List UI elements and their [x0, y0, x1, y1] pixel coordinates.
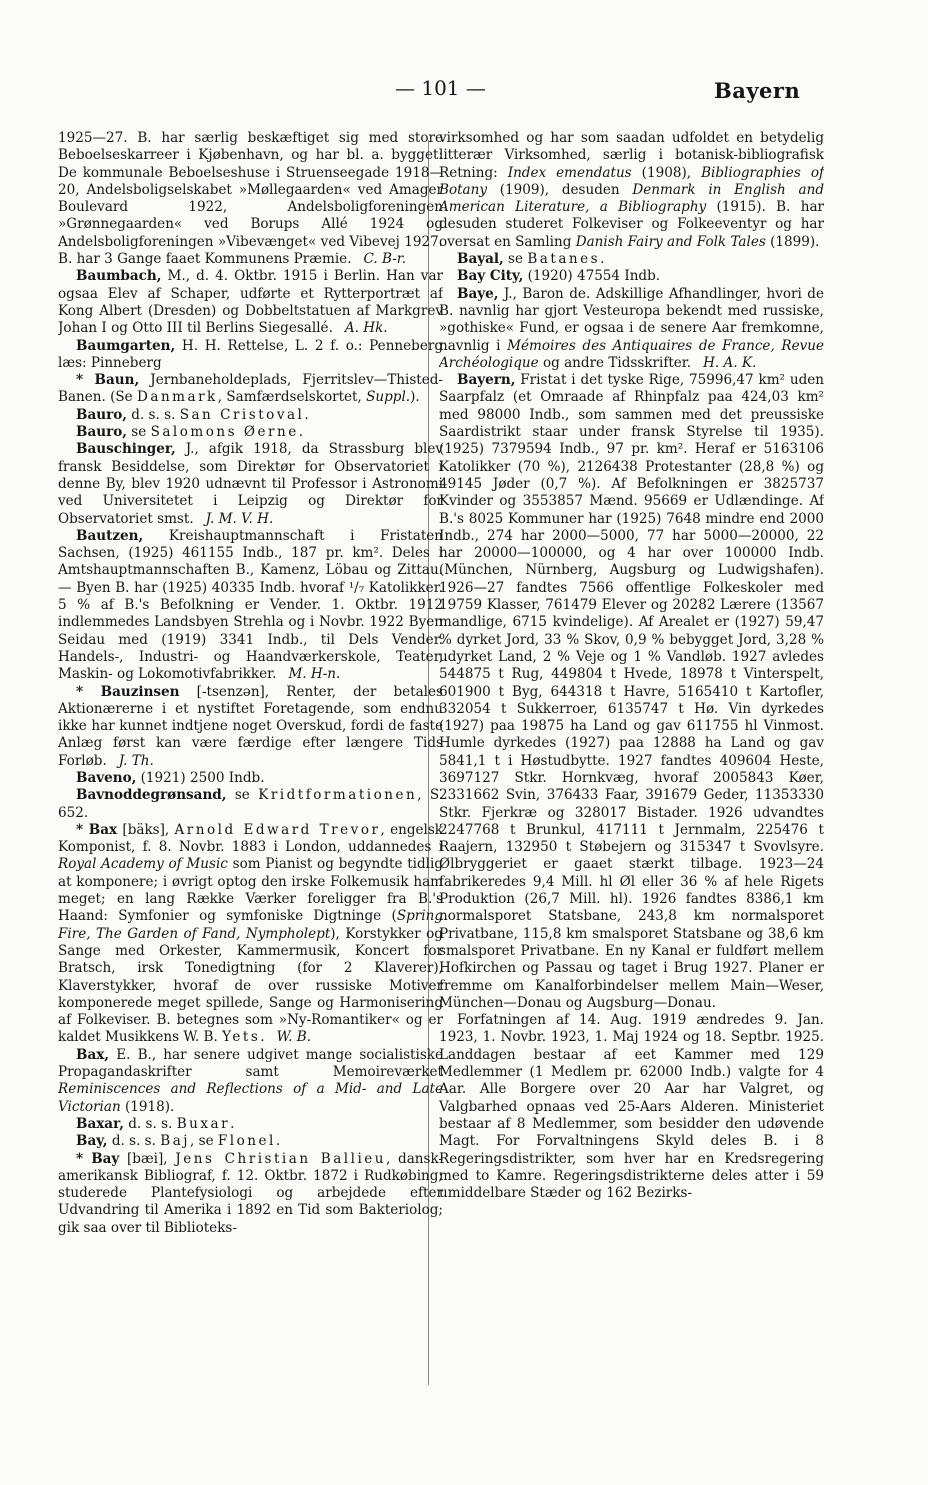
entry-baumgarten: Baumgarten, H. H. Rettelse, L. 2 f. o.: Penneberg læs: Pinneberg: [58, 337, 443, 371]
cross-reference: Danmark: [137, 389, 218, 406]
author-signature: A. Hk.: [344, 320, 388, 337]
page-header: [0, 76, 928, 110]
headword: Baye,: [457, 285, 499, 302]
headword: Bayern,: [457, 372, 516, 389]
cross-reference: Kridtformationen: [258, 787, 418, 804]
cross-reference: Salomons Øerne: [150, 424, 299, 441]
author-signature: J. M. V. H.: [205, 510, 274, 527]
author-signature: H. A. K.: [703, 354, 757, 371]
headword: Bay City,: [457, 268, 524, 285]
headword: Bay,: [76, 1133, 108, 1150]
entry-bavnoddegronsand: Bavnoddegrønsand, se Kridtformationen, S. 652.: [58, 787, 443, 821]
headword: Bauschinger,: [76, 441, 176, 458]
entry-bayern-forfatning: Forfatningen af 14. Aug. 1919 ændredes 9. Jan. 1923, 1. Novbr. 1923, 1. Maj 1924 og 18. Septbr. 1925. Landdagen bestaar af eet Kammer med 129 Medlemmer (1 Medlem pr. 62000 Indb.) valgte for 4 Aar. Alle Borgere over 20 Aar har Valgret, og Valgbarhed opnaas ved 25-Aars Alderen. Ministeriet bestaar af 8 Medlemmer, som besidder den udøvende Magt. For Forvaltningens Skyld deles B. i 8 Regeringsdistrikter, som hver har en Kredsregering med to Kamre. Regeringsdistrikterne deles atter i 59 umiddelbare Stæder og 162 Bezirks-: [439, 1012, 824, 1202]
cross-reference: Batanes: [527, 251, 601, 268]
entry-bay: Bay, d. s. s. Baj, se Flonel.: [76, 1133, 281, 1150]
running-head: Bayern: [714, 78, 801, 103]
page-number: — 101 —: [395, 76, 486, 100]
entry-bay-city: Bay City, (1920) 47554 Indb.: [457, 268, 661, 285]
headword: Bayal,: [457, 251, 504, 268]
entry-bayal: Bayal, se Batanes.: [457, 251, 605, 268]
headword: Bavnoddegrønsand,: [76, 787, 227, 804]
entry-baxar: Baxar, d. s. s. Buxar.: [76, 1115, 235, 1132]
cross-reference: Flonel: [217, 1133, 276, 1150]
entry-baun: * Baun, Jernbaneholdeplads, Fjerritslev—Thisted-Banen. (Se Danmark, Samfærdselskortet, Suppl.).: [58, 372, 443, 406]
headword: * Bax: [76, 821, 118, 838]
entry-bauzinsen: * Bauzinsen [-tsenzən], Renter, der betales Aktionærerne i et nystiftet Foretagende, som endnu ikke har kunnet indtjene noget Overskud, fordi de faste Anlæg først kan være færdige efter længere Tids Forløb. J. Th.: [58, 683, 443, 769]
author-signature: J. Th.: [118, 752, 154, 769]
entry-bauschinger: Bauschinger, J., afgik 1918, da Strassburg blev fransk Besiddelse, som Direktør for Observatoriet i denne By, blev 1920 udnævnt til Professor i Astronomi ved Universitetet i Leipzig og Direktør for Observatoriet smst. J. M. V. H.: [58, 441, 443, 527]
author-signature: W. B.: [276, 1029, 312, 1046]
person-name: Arnold Edward Trevor: [174, 821, 381, 838]
headword: * Bauzinsen: [76, 683, 180, 700]
cross-reference: Baj: [160, 1133, 190, 1150]
entry-continuation: 1925—27. B. har særlig beskæftiget sig med store Beboelseskarreer i Kjøbenhavn, og har bl. a. bygget: De kommunale Beboelseshuse i Struenseegade 1918—20, Andelsboligselskabet »Møllegaarden« ved Amager Boulevard 1922, Andelsboligforeningen »Grønnegaarden« ved Borups Allé 1924 og Andelsboligforeningen »Vibevænget« ved Vibevej 1927. B. har 3 Gange faaet Kommunens Præmie. C. B-r.: [58, 130, 443, 268]
author-signature: C. B-r.: [363, 251, 407, 268]
entry-bauro-1: Bauro, d. s. s. San Cristoval.: [76, 406, 309, 423]
headword: Bauro,: [76, 406, 127, 423]
headword: Baumbach,: [76, 268, 162, 285]
headword: Bax,: [76, 1046, 110, 1063]
headword: Baxar,: [76, 1115, 124, 1132]
right-column: [439, 130, 824, 1392]
author-signature: M. H-n.: [288, 666, 341, 683]
person-name: Jens Christian Ballieu: [175, 1150, 387, 1167]
entry-baumbach: Baumbach, M., d. 4. Oktbr. 1915 i Berlin. Han var ogsaa Elev af Schaper, udførte et Rytterportræt af Kong Albert (Dresden) og Dobbeltstatuen af Markgrev Johan I og Otto III til Berlins Siegesallé. A. Hk.: [58, 268, 443, 337]
entry-bautzen: Bautzen, Kreishauptmannschaft i Fristaten Sachsen, (1925) 461155 Indb., 187 pr. km². Deles i Amtshauptmannschaften B., Kamenz, Löbau og Zittau. — Byen B. har (1925) 40335 Indb. hvoraf ¹/₇ Katolikker. 5 % af B.'s Befolkning er Vender. 1. Oktbr. 1912 indlemmedes Landsbyen Strehla og i Novbr. 1922 Byen Seidau med (1919) 3341 Indb., til Dels Vender. Handels-, Industri- og Haandværkerskole, Teater, Maskin- og Lokomotivfabrikker. M. H-n.: [58, 527, 443, 683]
entry-baveno: Baveno, (1921) 2500 Indb.: [76, 769, 265, 786]
left-column: [58, 130, 443, 1392]
entry-bay-jens: * Bay [bæi], Jens Christian Ballieu, dansk-amerikansk Bibliograf, f. 12. Oktbr. 1872 i Rudkøbing; studerede Plantefysiologi og arbejdede efter Udvandring til Amerika i 1892 en Tid som Bakteriolog; gik saa over til Biblioteks-: [58, 1150, 443, 1236]
headword: * Bay: [76, 1150, 120, 1167]
entry-bayern: Bayern, Fristat i det tyske Rige, 75996,47 km² uden Saarpfalz (et Omraade af Rhinpfalz paa 424,03 km² med 98000 Indb., som sammen med det preussiske Saardistrikt staar under fransk Styrelse til 1935). (1925) 7379594 Indb., 97 pr. km². Heraf er 5163106 Katolikker (70 %), 2126438 Protestanter (28,8 %) og 49145 Jøder (0,7 %). Af Befolkningen er 3825737 Kvinder og 3553857 Mænd. 95669 er Udlændinge. Af B.'s 8025 Kommuner har (1925) 7648 mindre end 2000 Indb., 274 har 2000—5000, 77 har 5000—20000, 22 har 20000—100000, og 4 har over 100000 Indb. (München, Nürnberg, Augsburg og Ludwigshafen). 1926—27 fandtes 7566 offentlige Folkeskoler med 19759 Klasser, 761479 Elever og 20282 Lærere (13567 mandlige, 6715 kvindelige). Af Arealet er (1927) 59,47 % dyrket Jord, 33 % Skov, 0,9 % bebygget Jord, 3,28 % udyrket Land, 2 % Veje og 1 % Vandløb. 1927 avledes 544875 t Rug, 449804 t Hvede, 18978 t Vinterspelt, 601900 t Byg, 644318 t Havre, 5165410 t Kartofler, 332054 t Sukkerroer, 6135747 t Hø. Vin dyrkedes (1927) paa 19875 ha Land og gav 611755 hl Vinmost. Humle dyrkedes (1927) paa 12888 ha Land og gav 5841,1 t i Høstudbytte. 1927 fandtes 409604 Heste, 3697127 Stkr. Hornkvæg, hvoraf 2005843 Køer, 2331662 Svin, 376433 Faar, 391679 Geder, 11353330 Stkr. Fjerkræ og 328017 Bistader. 1926 udvandtes 2247768 t Brunkul, 417111 t Jernmalm, 225476 t Raajern, 132950 t Støbejern og 315347 t Svovlsyre. Ølbryggeriet er gaaet stærkt tilbage. 1923—24 fabrikeredes 9,4 Mill. hl Øl eller 36 % af hele Rigets Produktion (26,7 Mill. hl). 1926 fandtes 8386,1 km normalsporet Statsbane, 243,8 km normalsporet Privatbane, 115,8 km smalsporet Statsbane og 38,6 km smalsporet Privatbane. En ny Kanal er fuldført mellem Hofkirchen og Passau og taget i Brug 1927. Planer er fremme om Kanalforbindelser mellem Main—Weser, München—Donau og Augsburg—Donau.: [439, 372, 824, 1011]
entry-continuation: virksomhed og har som saadan udfoldet en betydelig litterær Virksomhed, særlig i botanisk-bibliografisk Retning: Index emendatus (1908), Bibliographies of Botany (1909), desuden Denmark in English and American Literature, a Bibliography (1915). B. har desuden studeret Folkeviser og Folkeeventyr og har oversat en Samling Danish Fairy and Folk Tales (1899).: [439, 130, 824, 250]
entry-bax-arnold: * Bax [bäks], Arnold Edward Trevor, engelsk Komponist, f. 8. Novbr. 1883 i London, uddannedes i Royal Academy of Music som Pianist og begyndte tidlig at komponere; i øvrigt optog den irske Folkemusik ham meget; en lang Række Værker foreligger fra B.'s Haand: Symfonier og symfoniske Digtninge (Spring Fire, The Garden of Fand, Nympholept), Korstykker og Sange med Orkester, Kammermusik, Koncert for Bratsch, irsk Tonedigtning (for 2 Klaverer), Klaverstykker, hvoraf de over russiske Motiver komponerede meget spillede, Sange og Harmonisering af Folkeviser. B. betegnes som »Ny-Romantiker« og er kaldet Musikkens W. B. Yets. W. B.: [58, 821, 443, 1046]
entry-bax-eb: Bax, E. B., har senere udgivet mange socialistiske Propagandaskrifter samt Memoireværket Reminiscences and Reflections of a Mid- and Late Victorian (1918).: [58, 1046, 443, 1115]
headword: * Baun,: [76, 372, 140, 389]
headword: Baumgarten,: [76, 337, 176, 354]
cross-reference: Buxar: [176, 1115, 231, 1132]
cross-reference: San Cristoval: [179, 406, 305, 423]
headword: Bautzen,: [76, 527, 144, 544]
headword: Bauro,: [76, 424, 127, 441]
headword: Baveno,: [76, 769, 137, 786]
entry-baye: Baye, J., Baron de. Adskillige Afhandlinger, hvori de B. navnlig har gjort Vesteuropa bekendt med russiske, »gothiske« Fund, er ogsaa i de senere Aar fremkomne, navnlig i Mémoires des Antiquaires de France, Revue Archéologique og andre Tidsskrifter. H. A. K.: [439, 285, 824, 371]
entry-bauro-2: Bauro, se Salomons Øerne.: [76, 424, 304, 441]
